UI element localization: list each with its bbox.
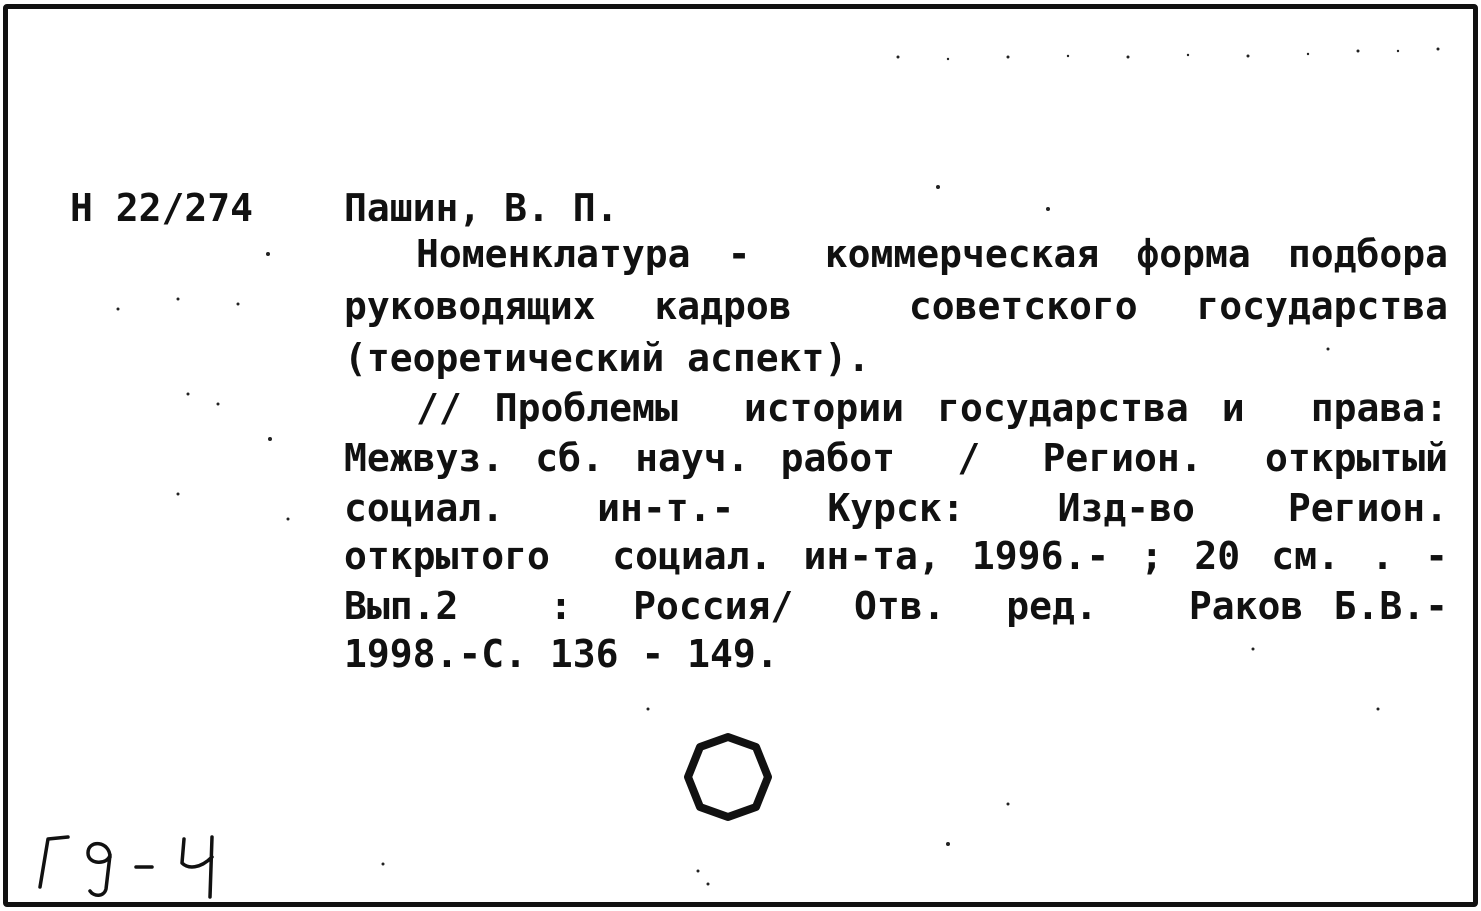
title-line-3: (теоретический аспект). [344,336,871,380]
punch-hole-icon [678,727,778,827]
source-line-2: Межвуз. сб. науч. работ / Регион. открытый [344,436,1448,480]
catalog-card [3,4,1478,907]
author-heading: Пашин, В. П. [344,186,619,230]
title-line-2: руководящих кадров советского государства [344,284,1448,328]
source-line-4: открытого социал. ин-та, 1996.- ; 20 см. . - [344,534,1448,578]
source-line-5: Вып.2 : Россия/ Отв. ред. Раков Б.В.- [344,584,1448,628]
title-line-1: Номенклатура - коммерческая форма подбора [416,232,1448,276]
shelf-mark: Н 22/274 [70,186,254,230]
handwritten-note [32,827,232,903]
source-line-3: социал. ин-т.- Курск: Изд-во Регион. [344,486,1448,530]
source-line-1: // Проблемы истории государства и права: [416,386,1448,430]
source-line-6: 1998.-С. 136 - 149. [344,632,779,676]
